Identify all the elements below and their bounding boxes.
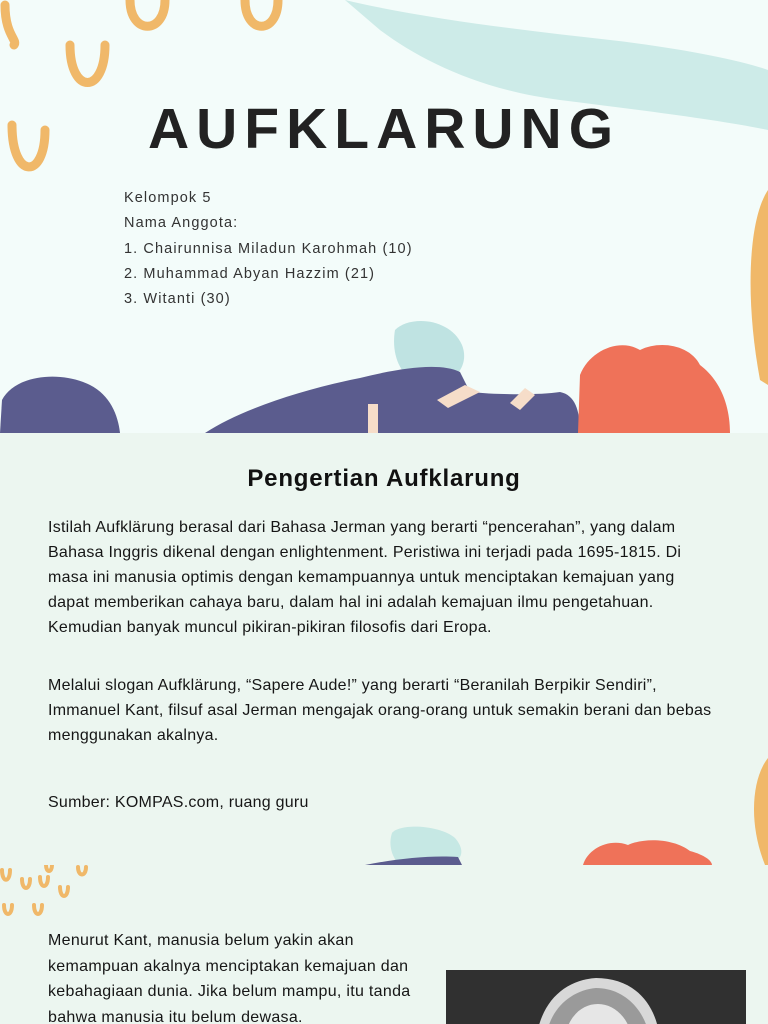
members-label: Nama Anggota: [124,215,239,232]
mustard-blob-right [751,190,768,385]
coral-blob [583,840,712,865]
definition-paragraph-2: Melalui slogan Aufklärung, “Sapere Aude!” yang berarti “Beranilah Berpikir Sendiri”, Immanuel Kant, filsuf asal Jerman mengajak orang-orang untuk semakin berani dan bebas menggunakan akalnya. [48,677,712,744]
member-item: 2. Muhammad Abyan Hazzim (21) [124,265,376,282]
portrait-engraving [446,970,746,1024]
kant-slide [0,865,768,1024]
source-citation: Sumber: KOMPAS.com, ruang guru [48,794,309,811]
navy-hill-left [0,377,120,433]
definition-paragraph-1: Istilah Aufklärung berasal dari Bahasa Jerman yang berarti “pencerahan”, yang dalam Bahasa Inggris dikenal dengan enlightenment. Peristiwa ini terjadi pada 1695-1815. Di masa ini manusia optimis dengan kemampuannya untuk menciptakan kemajuan yang dapat memberikan cahaya baru, dalam hal ini adalah kemajuan ilmu pengetahuan. Kemudian banyak muncul pikiran-pikiran filosofis dari Eropa. [48,519,682,636]
mustard-blob-right [754,758,768,865]
mustard-u-shapes [2,865,86,914]
cover-slide [0,0,768,433]
member-item: 1. Chairunnisa Miladun Karohmah (10) [124,240,413,257]
definition-slide [0,433,768,865]
member-item: 3. Witanti (30) [124,291,231,308]
cover-title: AUFKLARUNG [147,97,621,161]
group-label: Kelompok 5 [124,190,212,206]
group-member-list [124,186,413,312]
kant-paragraph: Menurut Kant, manusia belum yakin akan kemampuan akalnya menciptakan kemajuan dan kebahagiaan dunia. Jika belum mampu, itu tanda bahwa manusia itu belum dewasa. [48,932,411,1024]
coral-blob [578,345,730,433]
peach-mark [368,404,378,433]
definition-heading: Pengertian Aufklarung [247,465,521,492]
kant-portrait-image [446,970,746,1024]
